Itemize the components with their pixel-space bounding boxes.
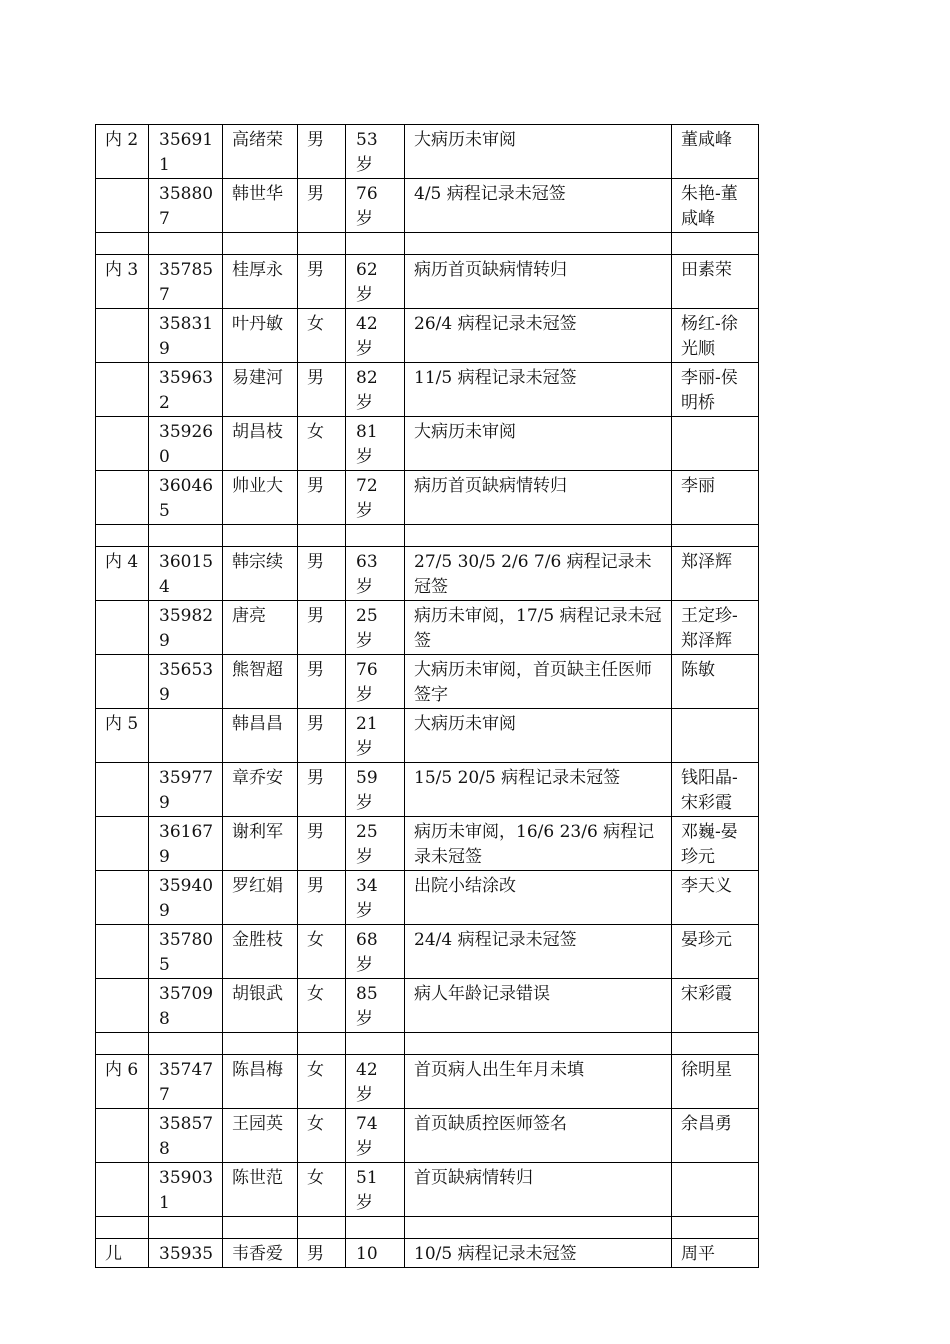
doctor-cell: [672, 1163, 759, 1217]
patient-name-cell: [223, 233, 298, 255]
issue-cell: 大病历未审阅: [405, 125, 672, 179]
sex-cell: 女: [298, 1109, 346, 1163]
doctor-cell: 徐明星: [672, 1055, 759, 1109]
issue-cell: 病历未审阅，16/6 23/6 病程记录未冠签: [405, 817, 672, 871]
record-id-cell: 359779: [149, 763, 223, 817]
patient-name-cell: [223, 1217, 298, 1239]
patient-name-cell: [223, 525, 298, 547]
patient-name-cell: 易建河: [223, 363, 298, 417]
doctor-cell: 余昌勇: [672, 1109, 759, 1163]
record-id-cell: 357857: [149, 255, 223, 309]
sex-cell: 男: [298, 471, 346, 525]
issue-cell: [405, 525, 672, 547]
record-id-cell: [149, 525, 223, 547]
doctor-cell: [672, 1217, 759, 1239]
sex-cell: 女: [298, 1055, 346, 1109]
dept-cell: [96, 763, 149, 817]
issue-cell: 病历首页缺病情转归: [405, 255, 672, 309]
age-cell: 76 岁: [346, 655, 405, 709]
doctor-cell: [672, 417, 759, 471]
spacer-row: [96, 525, 759, 547]
issue-cell: 4/5 病程记录未冠签: [405, 179, 672, 233]
sex-cell: 男: [298, 817, 346, 871]
doctor-cell: [672, 1033, 759, 1055]
age-cell: 34 岁: [346, 871, 405, 925]
table-row: [96, 471, 759, 525]
dept-cell: 内 3: [96, 255, 149, 309]
doctor-cell: 李丽: [672, 471, 759, 525]
table-row: [96, 655, 759, 709]
doctor-cell: 杨红-徐光顺: [672, 309, 759, 363]
record-id-cell: 361679: [149, 817, 223, 871]
patient-name-cell: 高绪荣: [223, 125, 298, 179]
doctor-cell: 李天义: [672, 871, 759, 925]
doctor-cell: 王定珍-郑泽辉: [672, 601, 759, 655]
sex-cell: [298, 233, 346, 255]
age-cell: 76 岁: [346, 179, 405, 233]
record-id-cell: 358807: [149, 179, 223, 233]
age-cell: 74 岁: [346, 1109, 405, 1163]
sex-cell: 男: [298, 125, 346, 179]
table-row: [96, 125, 759, 179]
doctor-cell: 郑泽辉: [672, 547, 759, 601]
table-row: [96, 1163, 759, 1217]
dept-cell: [96, 1109, 149, 1163]
dept-cell: [96, 817, 149, 871]
record-id-cell: 356539: [149, 655, 223, 709]
doctor-cell: 陈敏: [672, 655, 759, 709]
age-cell: 42 岁: [346, 1055, 405, 1109]
spacer-row: [96, 233, 759, 255]
age-cell: 25 岁: [346, 601, 405, 655]
dept-cell: [96, 655, 149, 709]
age-cell: 51 岁: [346, 1163, 405, 1217]
sex-cell: 女: [298, 1163, 346, 1217]
patient-name-cell: 叶丹敏: [223, 309, 298, 363]
issue-cell: [405, 1217, 672, 1239]
age-cell: 72 岁: [346, 471, 405, 525]
patient-name-cell: 陈昌梅: [223, 1055, 298, 1109]
table-row: [96, 601, 759, 655]
patient-name-cell: 胡昌枝: [223, 417, 298, 471]
dept-cell: [96, 925, 149, 979]
issue-cell: 10/5 病程记录未冠签: [405, 1239, 672, 1268]
table-row: [96, 871, 759, 925]
dept-cell: [96, 1217, 149, 1239]
record-id-cell: 358578: [149, 1109, 223, 1163]
patient-name-cell: 唐亮: [223, 601, 298, 655]
sex-cell: [298, 1033, 346, 1055]
record-id-cell: 360154: [149, 547, 223, 601]
record-id-cell: 359829: [149, 601, 223, 655]
patient-name-cell: 韦香爱: [223, 1239, 298, 1268]
patient-name-cell: 金胜枝: [223, 925, 298, 979]
issue-cell: 首页缺质控医师签名: [405, 1109, 672, 1163]
sex-cell: [298, 1217, 346, 1239]
dept-cell: [96, 233, 149, 255]
table-row: [96, 817, 759, 871]
sex-cell: 男: [298, 763, 346, 817]
issue-cell: 15/5 20/5 病程记录未冠签: [405, 763, 672, 817]
table-row: [96, 709, 759, 763]
sex-cell: 男: [298, 547, 346, 601]
table-row: [96, 1109, 759, 1163]
dept-cell: [96, 363, 149, 417]
sex-cell: 男: [298, 601, 346, 655]
table-row: [96, 547, 759, 601]
sex-cell: 男: [298, 179, 346, 233]
patient-name-cell: 陈世范: [223, 1163, 298, 1217]
table-row: [96, 1055, 759, 1109]
issue-cell: 大病历未审阅: [405, 417, 672, 471]
age-cell: 59 岁: [346, 763, 405, 817]
record-id-cell: [149, 1033, 223, 1055]
sex-cell: 女: [298, 417, 346, 471]
issue-cell: 病历首页缺病情转归: [405, 471, 672, 525]
record-id-cell: [149, 709, 223, 763]
table-body: [96, 125, 759, 1268]
table-row: [96, 1239, 759, 1268]
record-id-cell: [149, 233, 223, 255]
table-row: [96, 417, 759, 471]
age-cell: 81 岁: [346, 417, 405, 471]
doctor-cell: 董咸峰: [672, 125, 759, 179]
patient-name-cell: [223, 1033, 298, 1055]
doctor-cell: [672, 233, 759, 255]
patient-name-cell: 熊智超: [223, 655, 298, 709]
dept-cell: 内 4: [96, 547, 149, 601]
age-cell: 85 岁: [346, 979, 405, 1033]
doctor-cell: [672, 525, 759, 547]
age-cell: 42 岁: [346, 309, 405, 363]
dept-cell: [96, 601, 149, 655]
patient-name-cell: 韩宗续: [223, 547, 298, 601]
dept-cell: 内 6: [96, 1055, 149, 1109]
table-row: [96, 255, 759, 309]
age-cell: [346, 233, 405, 255]
age-cell: [346, 1033, 405, 1055]
age-cell: [346, 525, 405, 547]
sex-cell: [298, 525, 346, 547]
dept-cell: [96, 471, 149, 525]
doctor-cell: 钱阳晶-宋彩霞: [672, 763, 759, 817]
dept-cell: [96, 871, 149, 925]
doctor-cell: [672, 709, 759, 763]
issue-cell: 26/4 病程记录未冠签: [405, 309, 672, 363]
doctor-cell: 田素荣: [672, 255, 759, 309]
dept-cell: [96, 179, 149, 233]
patient-name-cell: 韩昌昌: [223, 709, 298, 763]
issue-cell: 首页病人出生年月未填: [405, 1055, 672, 1109]
spacer-row: [96, 1217, 759, 1239]
doctor-cell: 李丽-侯明桥: [672, 363, 759, 417]
record-id-cell: 359260: [149, 417, 223, 471]
doctor-cell: 邓巍-晏珍元: [672, 817, 759, 871]
record-id-cell: 357477: [149, 1055, 223, 1109]
issue-cell: 首页缺病情转归: [405, 1163, 672, 1217]
sex-cell: 男: [298, 871, 346, 925]
patient-name-cell: 桂厚永: [223, 255, 298, 309]
doctor-cell: 晏珍元: [672, 925, 759, 979]
sex-cell: 女: [298, 309, 346, 363]
patient-name-cell: 章乔安: [223, 763, 298, 817]
issue-cell: 27/5 30/5 2/6 7/6 病程记录未冠签: [405, 547, 672, 601]
table-row: [96, 309, 759, 363]
issue-cell: 11/5 病程记录未冠签: [405, 363, 672, 417]
doctor-cell: 朱艳-董咸峰: [672, 179, 759, 233]
record-id-cell: 358319: [149, 309, 223, 363]
table-row: [96, 979, 759, 1033]
sex-cell: 男: [298, 255, 346, 309]
age-cell: 63 岁: [346, 547, 405, 601]
record-id-cell: 360465: [149, 471, 223, 525]
dept-cell: 内 5: [96, 709, 149, 763]
sex-cell: 男: [298, 1239, 346, 1268]
issue-cell: [405, 1033, 672, 1055]
sex-cell: 男: [298, 709, 346, 763]
age-cell: 53 岁: [346, 125, 405, 179]
record-issue-table: [95, 124, 759, 1268]
dept-cell: [96, 525, 149, 547]
doctor-cell: 宋彩霞: [672, 979, 759, 1033]
dept-cell: [96, 1033, 149, 1055]
age-cell: [346, 1217, 405, 1239]
issue-cell: 24/4 病程记录未冠签: [405, 925, 672, 979]
patient-name-cell: 谢利军: [223, 817, 298, 871]
issue-cell: [405, 233, 672, 255]
issue-cell: 大病历未审阅: [405, 709, 672, 763]
record-id-cell: [149, 1217, 223, 1239]
age-cell: 62 岁: [346, 255, 405, 309]
spacer-row: [96, 1033, 759, 1055]
table-row: [96, 363, 759, 417]
sex-cell: 男: [298, 363, 346, 417]
patient-name-cell: 韩世华: [223, 179, 298, 233]
patient-name-cell: 帅业大: [223, 471, 298, 525]
record-id-cell: 35935: [149, 1239, 223, 1268]
patient-name-cell: 胡银武: [223, 979, 298, 1033]
dept-cell: [96, 417, 149, 471]
age-cell: 10: [346, 1239, 405, 1268]
dept-cell: [96, 979, 149, 1033]
dept-cell: [96, 1163, 149, 1217]
record-id-cell: 357098: [149, 979, 223, 1033]
doctor-cell: 周平: [672, 1239, 759, 1268]
age-cell: 68 岁: [346, 925, 405, 979]
patient-name-cell: 王园英: [223, 1109, 298, 1163]
dept-cell: 内 2: [96, 125, 149, 179]
table-row: [96, 925, 759, 979]
record-id-cell: 356911: [149, 125, 223, 179]
issue-cell: 病历未审阅，17/5 病程记录未冠签: [405, 601, 672, 655]
issue-cell: 大病历未审阅，首页缺主任医师签字: [405, 655, 672, 709]
dept-cell: [96, 309, 149, 363]
age-cell: 21 岁: [346, 709, 405, 763]
table-row: [96, 179, 759, 233]
issue-cell: 病人年龄记录错误: [405, 979, 672, 1033]
sex-cell: 女: [298, 925, 346, 979]
record-id-cell: 359409: [149, 871, 223, 925]
sex-cell: 男: [298, 655, 346, 709]
record-id-cell: 359632: [149, 363, 223, 417]
record-id-cell: 357805: [149, 925, 223, 979]
table-row: [96, 763, 759, 817]
age-cell: 25 岁: [346, 817, 405, 871]
patient-name-cell: 罗红娟: [223, 871, 298, 925]
sex-cell: 女: [298, 979, 346, 1033]
record-id-cell: 359031: [149, 1163, 223, 1217]
dept-cell: 儿: [96, 1239, 149, 1268]
issue-cell: 出院小结涂改: [405, 871, 672, 925]
age-cell: 82 岁: [346, 363, 405, 417]
